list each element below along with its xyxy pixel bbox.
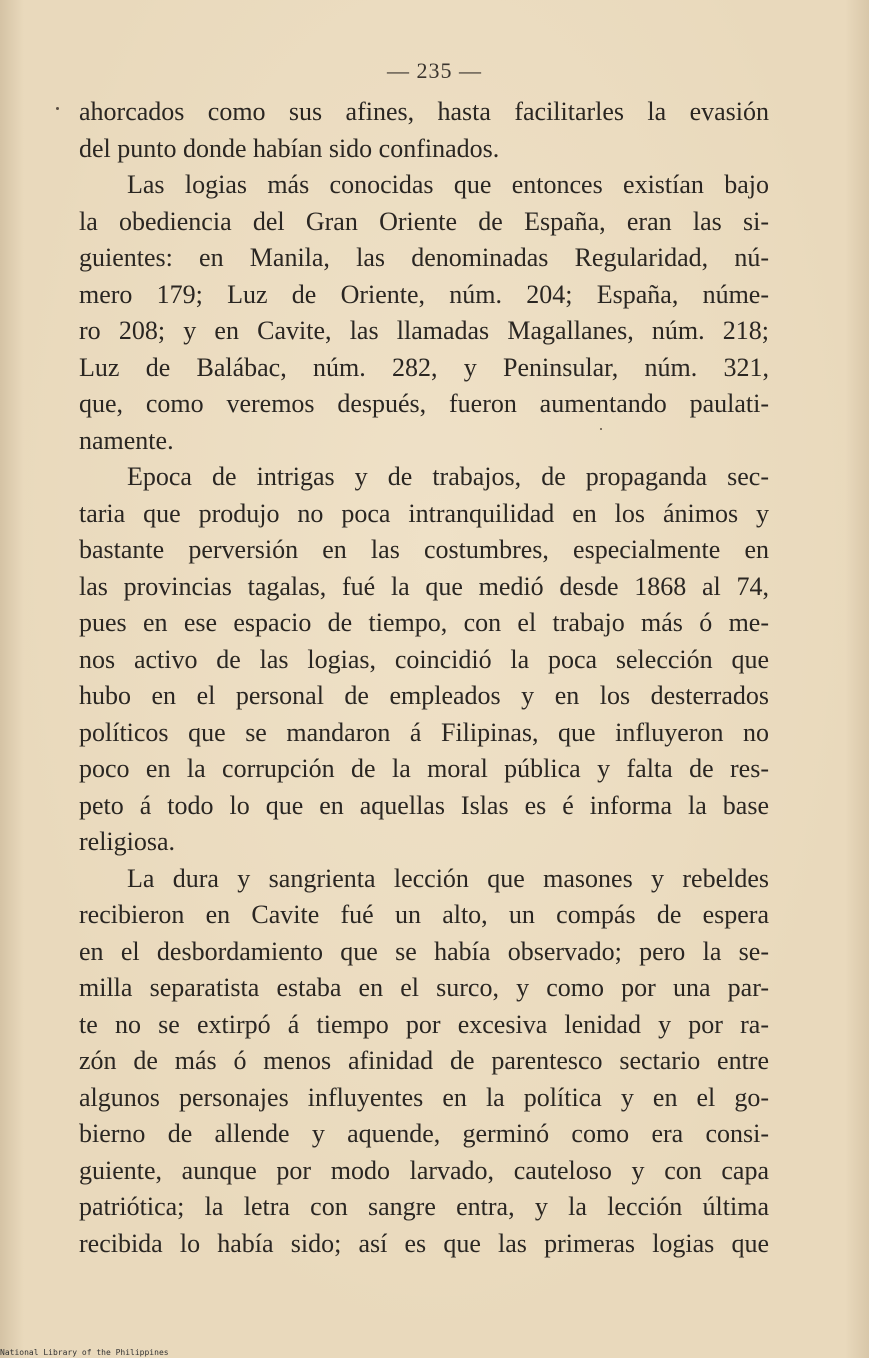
text-line: que, como veremos después, fueron aumentando paulati- bbox=[79, 389, 769, 418]
text-line: zón de más ó menos afinidad de parentesco sectario entre bbox=[79, 1046, 769, 1075]
print-speck bbox=[600, 428, 602, 430]
text-line: milla separatista estaba en el surco, y como por una par- bbox=[79, 973, 769, 1002]
text-line: Epoca de intrigas y de trabajos, de propaganda sec- bbox=[127, 462, 769, 491]
library-footer: National Library of the Philippines bbox=[0, 1348, 169, 1357]
text-line: mero 179; Luz de Oriente, núm. 204; España, núme- bbox=[79, 279, 769, 309]
text-line: Las logias más conocidas que entonces existían bajo bbox=[127, 170, 769, 199]
text-line: las provincias tagalas, fué la que medió desde 1868 al 74, bbox=[79, 571, 769, 601]
text-line: Luz de Balábac, núm. 282, y Peninsular, núm. 321, bbox=[79, 352, 769, 382]
text-line: algunos personajes influyentes en la política y en el go- bbox=[79, 1082, 769, 1112]
text-line: recibieron en Cavite fué un alto, un compás de espera bbox=[79, 900, 769, 929]
print-speck bbox=[56, 107, 59, 110]
body-text bbox=[79, 94, 769, 1262]
text-line: hubo en el personal de empleados y en los desterrados bbox=[79, 681, 769, 710]
text-line: peto á todo lo que en aquellas Islas es é informa la base bbox=[79, 790, 769, 820]
text-line: bastante perversión en las costumbres, especialmente en bbox=[79, 535, 769, 564]
text-line: ro 208; y en Cavite, las llamadas Magallanes, núm. 218; bbox=[79, 316, 769, 345]
text-line: del punto donde habían sido confinados. bbox=[79, 133, 500, 163]
text-line: religiosa. bbox=[79, 827, 176, 856]
text-line: pues en ese espacio de tiempo, con el trabajo más ó me- bbox=[79, 608, 769, 637]
text-line: en el desbordamiento que se había observado; pero la se- bbox=[79, 936, 769, 966]
page-number: — 235 — bbox=[387, 58, 482, 83]
text-line: bierno de allende y aquende, germinó como era consi- bbox=[79, 1119, 769, 1148]
text-line: ahorcados como sus afines, hasta facilitarles la evasión bbox=[79, 97, 769, 126]
text-line: taria que produjo no poca intranquilidad en los ánimos y bbox=[79, 498, 769, 528]
text-line: guientes: en Manila, las denominadas Regularidad, nú- bbox=[79, 243, 769, 272]
text-line: La dura y sangrienta lección que masones y rebeldes bbox=[127, 863, 769, 893]
text-line: políticos que se mandaron á Filipinas, que influyeron no bbox=[79, 717, 769, 747]
text-line: la obediencia del Gran Oriente de España, eran las si- bbox=[79, 206, 769, 236]
text-line: patriótica; la letra con sangre entra, y la lección última bbox=[79, 1192, 769, 1221]
text-line: namente. bbox=[79, 425, 174, 455]
text-line: poco en la corrupción de la moral pública y falta de res- bbox=[79, 754, 769, 783]
text-line: guiente, aunque por modo larvado, cauteloso y con capa bbox=[79, 1155, 769, 1185]
text-line: recibida lo había sido; así es que las primeras logias que bbox=[79, 1228, 769, 1258]
text-line: nos activo de las logias, coincidió la poca selección que bbox=[79, 644, 769, 674]
text-line: te no se extirpó á tiempo por excesiva lenidad y por ra- bbox=[79, 1009, 769, 1039]
